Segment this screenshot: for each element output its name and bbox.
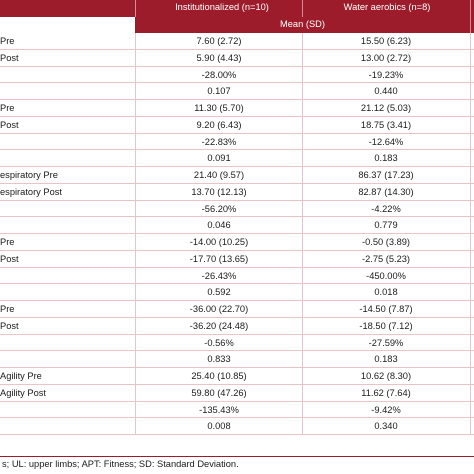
column-divider: [135, 184, 136, 200]
column-divider: [470, 217, 471, 233]
table-row: [0, 184, 474, 201]
table-row: [0, 251, 474, 268]
column-divider: [302, 217, 303, 233]
column-divider: [135, 217, 136, 233]
column-divider: [470, 67, 471, 83]
column-divider: [302, 100, 303, 116]
table-row: [0, 335, 474, 352]
column-divider: [302, 117, 303, 133]
header-divider: [135, 0, 136, 17]
column-divider: [470, 117, 471, 133]
column-divider: [470, 100, 471, 116]
column-divider: [470, 268, 471, 284]
cell-water-aerobics: -14.50 (7.87): [359, 304, 413, 314]
column-divider: [470, 33, 471, 49]
table-footnote: s; UL: upper limbs; APT: Fitness; SD: Standard Deviation.: [2, 459, 239, 469]
cell-institutionalized: 11.30 (5.70): [194, 103, 244, 113]
header-divider: [302, 0, 303, 17]
row-label: Post: [0, 320, 19, 331]
column-divider: [135, 335, 136, 351]
cell-institutionalized: 21.40 (9.57): [193, 170, 245, 180]
column-divider: [302, 284, 303, 300]
table-row: [0, 318, 474, 335]
cell-water-aerobics: 13.00 (2.72): [360, 52, 412, 63]
cell-water-aerobics: 86.37 (17.23): [358, 170, 414, 180]
table-row: [0, 201, 474, 218]
column-divider: [470, 201, 471, 217]
cell-institutionalized: -56.20%: [201, 203, 237, 214]
subheader-row: [135, 17, 474, 33]
column-divider: [302, 83, 303, 99]
column-divider: [135, 351, 136, 367]
cell-water-aerobics: 11.62 (7.64): [361, 387, 411, 398]
column-divider: [470, 385, 471, 401]
cell-institutionalized: -36.20 (24.48): [189, 320, 249, 331]
cell-institutionalized: -22.83%: [201, 136, 237, 147]
cell-water-aerobics: 0.340: [374, 421, 398, 432]
column-divider: [135, 201, 136, 217]
cell-water-aerobics: 18.75 (3.41): [360, 119, 412, 130]
row-label: espiratory Pre: [0, 170, 58, 180]
column-divider: [470, 251, 471, 267]
column-divider: [135, 83, 136, 99]
column-divider: [135, 284, 136, 300]
table-row: [0, 402, 474, 419]
cell-institutionalized: 0.008: [207, 421, 231, 432]
column-divider: [470, 167, 471, 183]
column-divider: [135, 67, 136, 83]
row-label: Post: [0, 253, 19, 264]
column-divider: [302, 201, 303, 217]
column-divider: [135, 301, 136, 317]
column-divider: [302, 251, 303, 267]
column-divider: [135, 167, 136, 183]
column-divider: [470, 402, 471, 418]
table-row: [0, 268, 474, 285]
cell-institutionalized: -28.00%: [201, 69, 237, 80]
column-divider: [470, 234, 471, 250]
cell-water-aerobics: -18.50 (7.12): [359, 320, 413, 331]
column-divider: [135, 368, 136, 384]
column-divider: [135, 100, 136, 116]
column-divider: [135, 418, 136, 434]
column-divider: [470, 50, 471, 66]
cell-water-aerobics: -27.59%: [368, 337, 404, 348]
cell-institutionalized: -36.00 (22.70): [189, 304, 249, 314]
table-row: [0, 33, 474, 50]
header-institutionalized: Institutionalized (n=10): [175, 2, 269, 12]
column-divider: [470, 335, 471, 351]
column-divider: [302, 318, 303, 334]
column-divider: [470, 150, 471, 166]
column-divider: [302, 50, 303, 66]
table-row: [0, 50, 474, 67]
column-divider: [135, 117, 136, 133]
cell-institutionalized: 25.40 (10.85): [191, 371, 247, 381]
header-divider: [470, 17, 471, 33]
cell-institutionalized: -14.00 (10.25): [189, 237, 249, 247]
cell-water-aerobics: -450.00%: [366, 270, 406, 281]
cell-institutionalized: -26.43%: [201, 270, 237, 281]
table-row: [0, 117, 474, 134]
column-divider: [470, 318, 471, 334]
cell-institutionalized: 0.091: [207, 153, 231, 164]
row-label: Pre: [0, 36, 15, 46]
column-divider: [135, 318, 136, 334]
cell-institutionalized: 0.046: [207, 220, 231, 231]
column-divider: [302, 335, 303, 351]
column-divider: [135, 385, 136, 401]
column-divider: [135, 134, 136, 150]
cell-institutionalized: 59.80 (47.26): [191, 387, 247, 398]
table-row: [0, 150, 474, 167]
column-divider: [470, 134, 471, 150]
cell-institutionalized: 0.592: [207, 287, 231, 298]
cell-institutionalized: 0.107: [207, 86, 231, 97]
row-label: espiratory Post: [0, 186, 63, 197]
column-divider: [135, 402, 136, 418]
column-divider: [302, 368, 303, 384]
table-row: [0, 284, 474, 301]
column-divider: [470, 368, 471, 384]
column-divider: [302, 184, 303, 200]
cell-water-aerobics: -12.64%: [368, 136, 404, 147]
header-row: [0, 0, 474, 17]
cell-institutionalized: 5.90 (4.43): [196, 52, 242, 63]
column-divider: [470, 83, 471, 99]
cell-water-aerobics: -0.50 (3.89): [361, 237, 411, 247]
table-row: [0, 167, 474, 184]
cell-institutionalized: -0.56%: [204, 337, 234, 348]
column-divider: [135, 50, 136, 66]
subheader-mean-sd: Mean (SD): [280, 19, 325, 29]
cell-institutionalized: -17.70 (13.65): [189, 253, 249, 264]
column-divider: [302, 67, 303, 83]
row-label: Post: [0, 52, 19, 63]
table-row: [0, 100, 474, 117]
cell-water-aerobics: -9.42%: [371, 404, 401, 415]
column-divider: [302, 268, 303, 284]
column-divider: [135, 268, 136, 284]
table-row: [0, 67, 474, 84]
row-label: Agility Post: [0, 387, 46, 398]
cell-institutionalized: 13.70 (12.13): [191, 186, 247, 197]
cell-water-aerobics: -2.75 (5.23): [361, 253, 411, 264]
column-divider: [302, 402, 303, 418]
column-divider: [135, 251, 136, 267]
row-label: Pre: [0, 304, 15, 314]
table-row: [0, 385, 474, 402]
cell-water-aerobics: 21.12 (5.03): [360, 103, 412, 113]
table-row: [0, 301, 474, 318]
column-divider: [302, 33, 303, 49]
cell-water-aerobics: 0.183: [374, 153, 398, 164]
row-label: Pre: [0, 103, 15, 113]
cell-water-aerobics: 0.018: [374, 287, 398, 298]
cell-water-aerobics: 82.87 (14.30): [358, 186, 414, 197]
cell-water-aerobics: 10.62 (8.30): [360, 371, 412, 381]
cell-institutionalized: 7.60 (2.72): [196, 36, 242, 46]
cell-water-aerobics: 0.183: [374, 354, 398, 365]
column-divider: [302, 351, 303, 367]
table-row: [0, 418, 474, 435]
table-row: [0, 351, 474, 368]
column-divider: [470, 418, 471, 434]
column-divider: [302, 385, 303, 401]
cell-water-aerobics: 0.779: [374, 220, 398, 231]
column-divider: [302, 167, 303, 183]
cell-institutionalized: -135.43%: [199, 404, 239, 415]
row-label: Pre: [0, 237, 15, 247]
column-divider: [135, 33, 136, 49]
table-row: [0, 368, 474, 385]
cell-water-aerobics: 15.50 (6.23): [360, 36, 412, 46]
column-divider: [302, 134, 303, 150]
column-divider: [470, 184, 471, 200]
row-label: Agility Pre: [0, 371, 42, 381]
cell-institutionalized: 9.20 (6.43): [196, 119, 242, 130]
cell-water-aerobics: -19.23%: [368, 69, 404, 80]
column-divider: [135, 234, 136, 250]
table-bottom-rule: [0, 456, 474, 457]
column-divider: [470, 284, 471, 300]
column-divider: [302, 150, 303, 166]
header-water-aerobics: Water aerobics (n=8): [343, 2, 431, 12]
table-row: [0, 217, 474, 234]
table-row: [0, 83, 474, 100]
column-divider: [302, 301, 303, 317]
cell-institutionalized: 0.833: [207, 354, 231, 365]
table-row: [0, 234, 474, 251]
cell-water-aerobics: -4.22%: [371, 203, 401, 214]
row-label: Post: [0, 119, 19, 130]
table-row: [0, 134, 474, 151]
column-divider: [470, 301, 471, 317]
cell-water-aerobics: 0.440: [374, 86, 398, 97]
column-divider: [302, 418, 303, 434]
header-divider: [470, 0, 471, 17]
column-divider: [302, 234, 303, 250]
column-divider: [135, 150, 136, 166]
column-divider: [470, 351, 471, 367]
